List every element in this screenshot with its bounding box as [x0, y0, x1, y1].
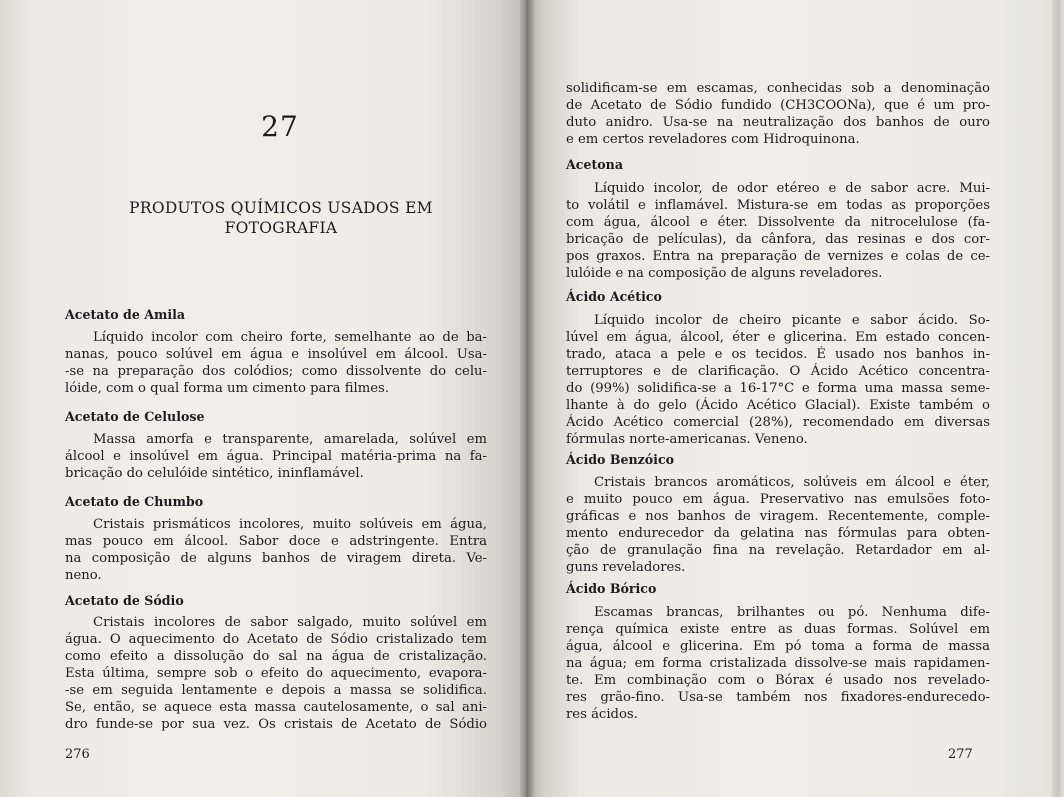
right-page	[526, 0, 1064, 797]
section-title-acetato-de-chumbo: Acetato de Chumbo	[65, 494, 204, 509]
text-line: como efeito a dissolução do sal na água de cristalização.	[65, 649, 487, 664]
section-body-acetato-de-amila	[65, 329, 487, 397]
chapter-title	[118, 198, 444, 238]
left-page	[0, 0, 526, 797]
text-line: nanas, pouco solúvel em água e insolúvel em álcool. Usa-	[65, 347, 487, 362]
text-line: Massa amorfa e transparente, amarelada, solúvel em	[93, 432, 487, 447]
section-title-acido-borico: Ácido Bórico	[566, 581, 657, 596]
chapter-title-line: FOTOGRAFIA	[224, 219, 338, 237]
text-line: e muito pouco em água. Preservativo nas emulsões foto-	[566, 492, 990, 507]
text-line: Escamas brancas, brilhantes ou pó. Nenhuma dife-	[594, 605, 990, 620]
text-line: lúvel em água, álcool, éter e glicerina. Em estado concen-	[566, 330, 990, 345]
text-line: com água, álcool e éter. Dissolvente da nitrocelulose (fa-	[566, 215, 990, 230]
page-number-left: 276	[65, 747, 90, 762]
text-line: álcool e insolúvel em água. Principal matéria-prima na fa-	[65, 449, 487, 464]
text-line: Se, então, se aquece esta massa cautelosamente, o sal ani-	[65, 700, 487, 715]
text-line: -se em seguida lentamente e depois a massa se solidifica.	[65, 683, 487, 698]
text-line: água, álcool e glicerina. Em pó toma a forma de massa	[566, 639, 990, 654]
text-line: lhante à do gelo (Ácido Acético Glacial). Existe também o	[566, 398, 990, 413]
text-line: Líquido incolor com cheiro forte, semelhante ao de ba-	[93, 330, 487, 345]
text-line: neno.	[65, 568, 102, 583]
section-title-acido-benzoico: Ácido Benzóico	[566, 452, 675, 467]
text-line: pos graxos. Entra na preparação de vernizes e colas de ce-	[566, 249, 990, 264]
text-line: lulóide e na composição de alguns reveladores.	[566, 266, 883, 281]
text-line: Líquido incolor de cheiro picante e sabor ácido. So-	[594, 313, 990, 328]
chapter-number: 27	[261, 110, 299, 143]
section-body-acetato-de-chumbo	[65, 516, 487, 584]
text-line: res grão-fino. Usa-se também nos fixadores-endurecedo-	[566, 690, 990, 705]
text-line: fórmulas norte-americanas. Veneno.	[566, 432, 808, 447]
section-body-acetato-de-celulose	[65, 431, 487, 482]
text-line: na água; em forma cristalizada dissolve-se mais rapidamen-	[566, 656, 990, 671]
text-line: Líquido incolor, de odor etéreo e de sabor acre. Mui-	[594, 181, 990, 196]
chapter-title-line: PRODUTOS QUÍMICOS USADOS EM	[129, 199, 433, 217]
text-line: to volátil e inflamável. Mistura-se em todas as proporções	[566, 198, 990, 213]
text-line: água. O aquecimento do Acetato de Sódio cristalizado tem	[65, 632, 487, 647]
section-body-acetato-de-sodio	[65, 614, 487, 733]
text-line: Cristais brancos aromáticos, solúveis em álcool e éter,	[594, 475, 990, 490]
text-line: e em certos reveladores com Hidroquinona.	[566, 132, 860, 147]
section-body-acido-acetico	[566, 312, 990, 448]
text-line: res ácidos.	[566, 707, 638, 722]
text-line: bricação de películas), da cânfora, das resinas e dos cor-	[566, 232, 990, 247]
text-line: bricação do celulóide sintético, ininflamável.	[65, 466, 364, 481]
text-line: ção de granulação fina na revelação. Retardador em al-	[566, 543, 990, 558]
book-gutter	[520, 0, 534, 797]
text-line: Esta última, sempre sob o efeito do aquecimento, evapora-	[65, 666, 487, 681]
text-line: rença química existe entre as duas formas. Solúvel em	[566, 622, 990, 637]
text-line: solidificam-se em escamas, conhecidas sob a denominação	[566, 81, 990, 96]
section-title-acetato-de-amila: Acetato de Amila	[65, 307, 186, 322]
text-line: mento endurecedor da gelatina nas fórmulas para obten-	[566, 526, 990, 541]
section-title-acido-acetico: Ácido Acético	[566, 289, 662, 304]
section-body-acido-benzoico	[566, 474, 990, 576]
text-line: Cristais incolores de sabor salgado, muito solúvel em	[93, 615, 487, 630]
text-line: de Acetato de Sódio fundido (CH3COONa), que é um pro-	[566, 98, 990, 113]
intro-paragraph	[566, 80, 990, 148]
section-title-acetato-de-sodio: Acetato de Sódio	[65, 593, 184, 608]
section-body-acetona	[566, 180, 990, 282]
text-line: dro funde-se por sua vez. Os cristais de Acetato de Sódio	[65, 717, 487, 732]
text-line: lóide, com o qual forma um cimento para filmes.	[65, 381, 390, 396]
text-line: mas pouco em álcool. Sabor doce e adstringente. Entra	[65, 534, 487, 549]
page-edge	[1052, 0, 1064, 797]
text-line: terruptores e de clarificação. O Ácido Acético concentra-	[566, 364, 990, 379]
section-body-acido-borico	[566, 604, 990, 723]
text-line: na composição de alguns banhos de viragem direta. Ve-	[65, 551, 487, 566]
section-title-acetona: Acetona	[566, 157, 623, 172]
text-line: trado, ataca a pele e os tecidos. É usado nos banhos in-	[566, 347, 990, 362]
text-line: duto anidro. Usa-se na neutralização dos banhos de ouro	[566, 115, 990, 130]
page-number-right: 277	[948, 747, 973, 762]
text-line: guns reveladores.	[566, 560, 686, 575]
text-line: te. Em combinação com o Bórax é usado nos revelado-	[566, 673, 990, 688]
text-line: -se na preparação dos colódios; como dissolvente do celu-	[65, 364, 487, 379]
text-line: Cristais prismáticos incolores, muito solúveis em água,	[93, 517, 487, 532]
text-line: do (99%) solidifica-se a 16-17°C e forma uma massa seme-	[566, 381, 990, 396]
section-title-acetato-de-celulose: Acetato de Celulose	[65, 409, 205, 424]
text-line: gráficas e nos banhos de viragem. Recentemente, comple-	[566, 509, 990, 524]
text-line: Ácido Acético comercial (28%), recomendado em diversas	[566, 415, 990, 430]
